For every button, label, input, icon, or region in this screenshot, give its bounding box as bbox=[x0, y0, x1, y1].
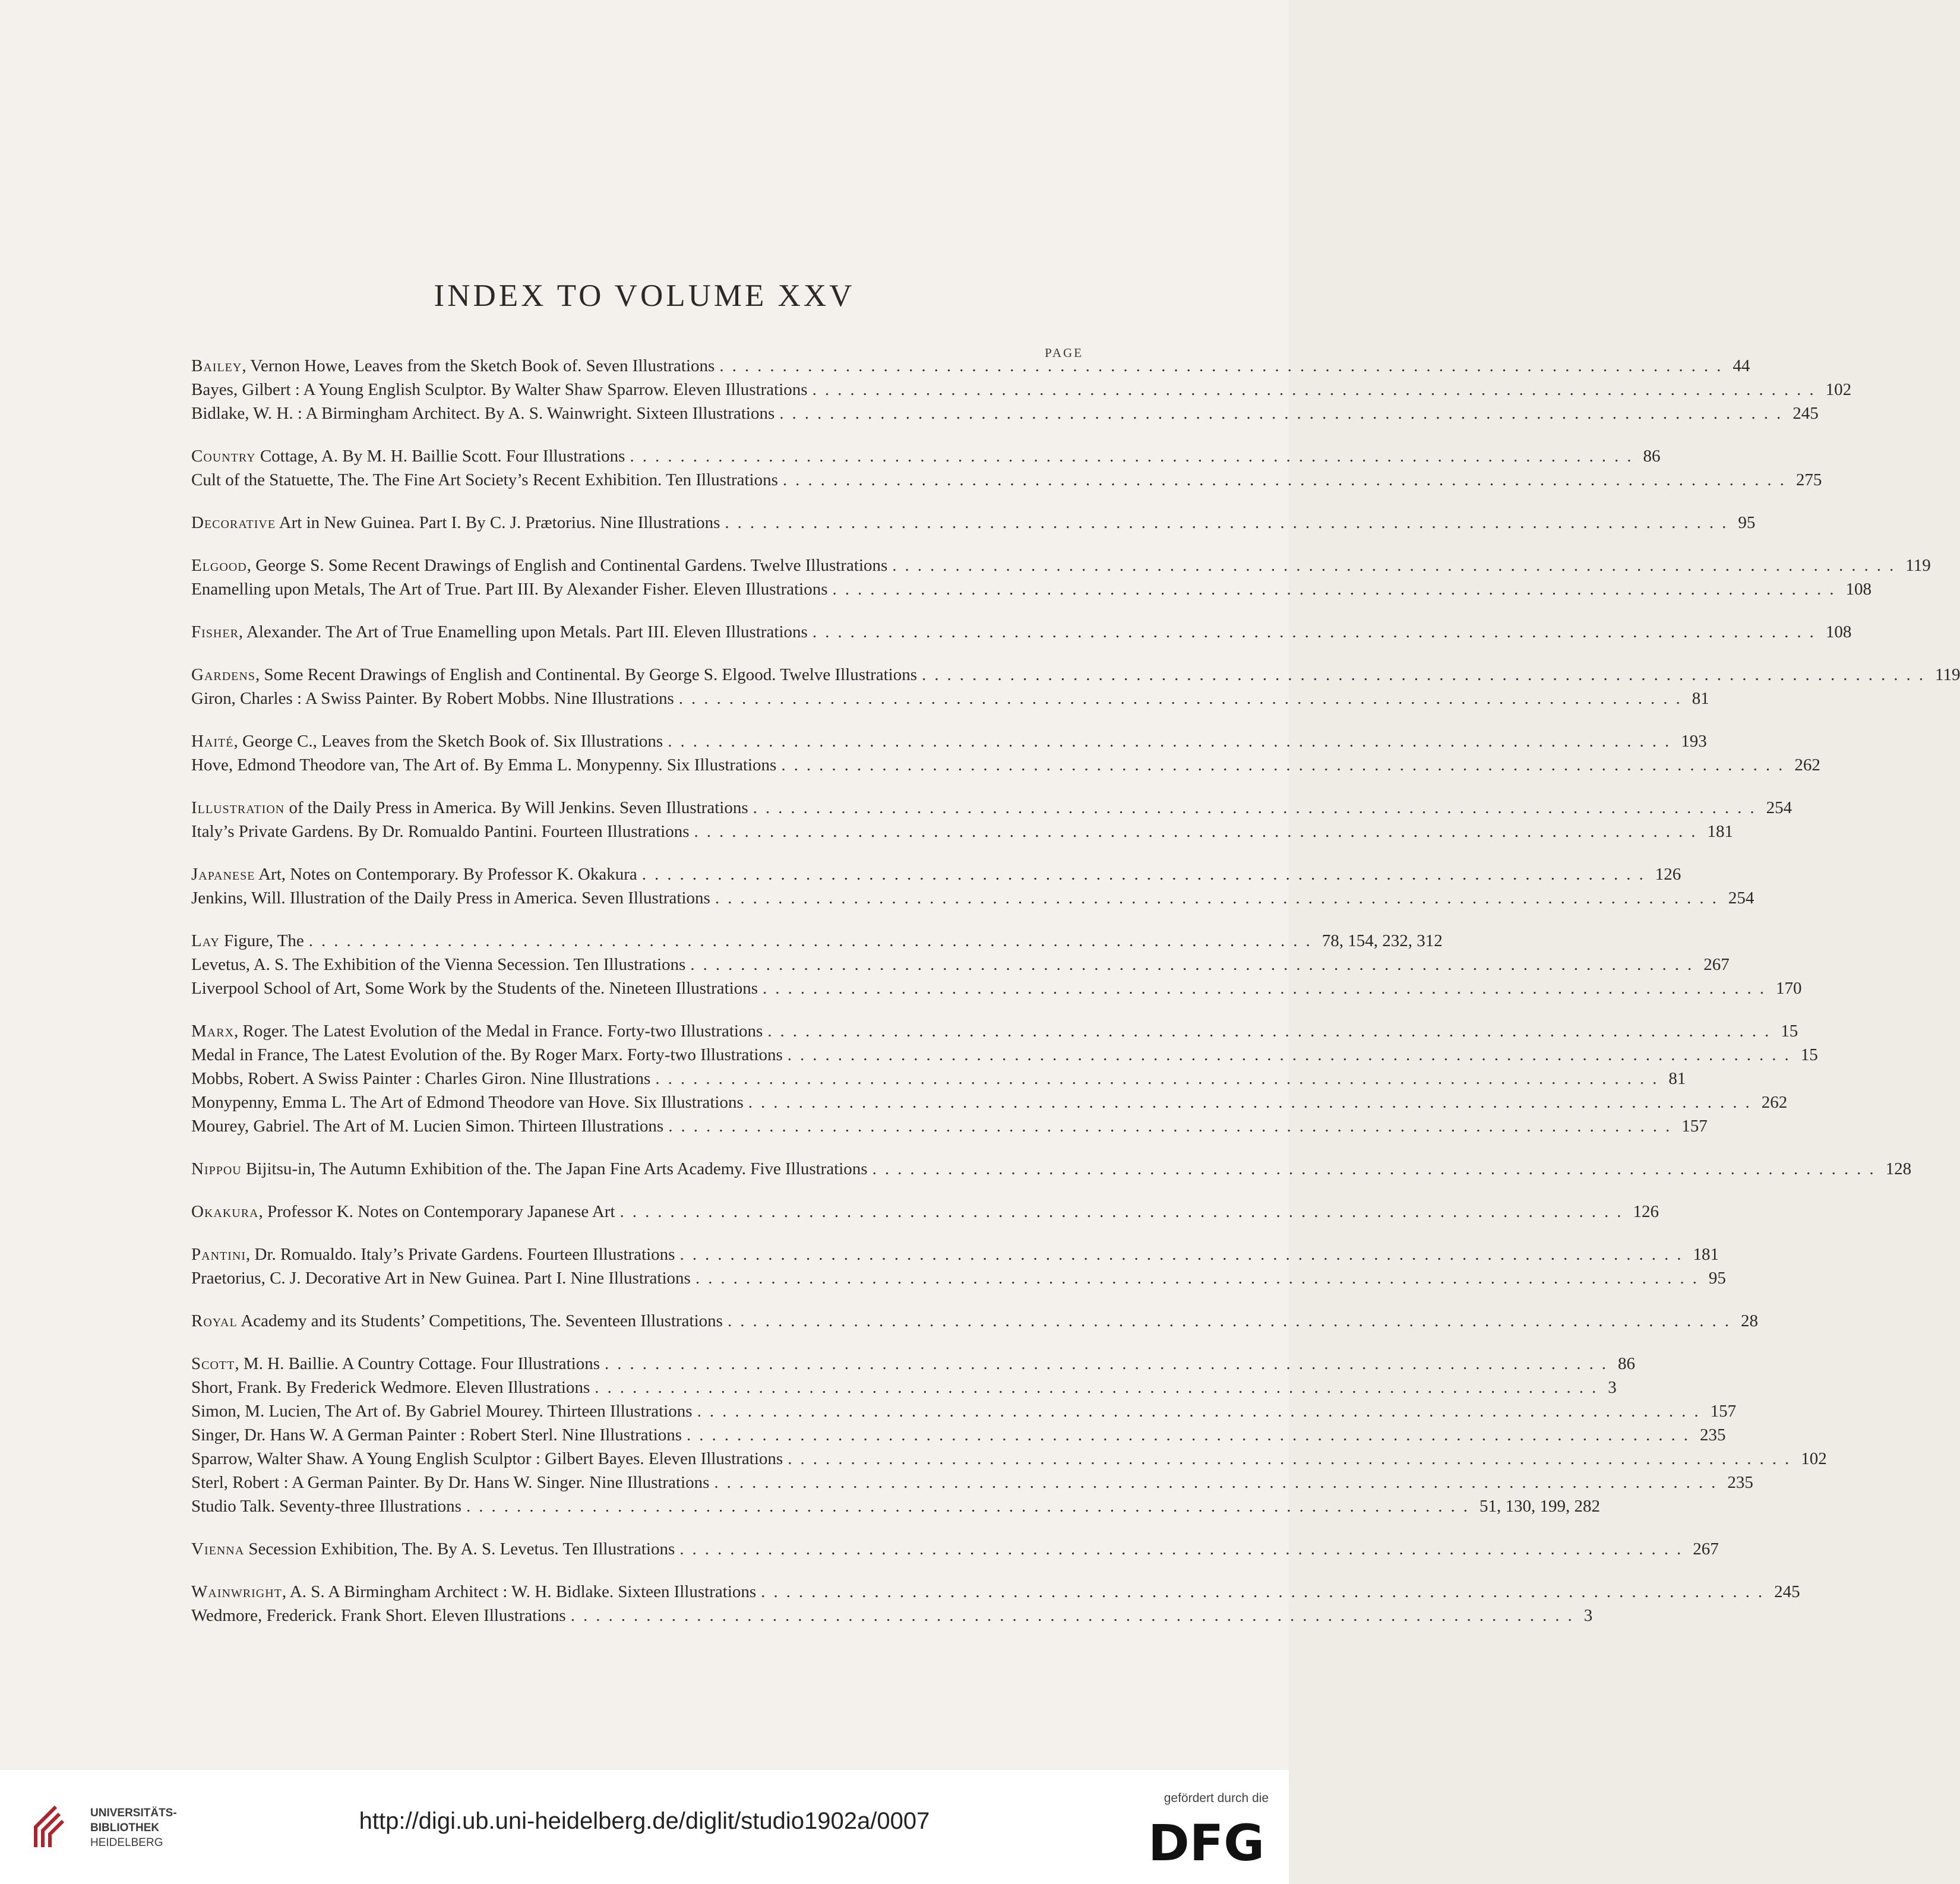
dot-leader: ................................................................................ bbox=[715, 889, 1725, 908]
dot-leader: ................................................................................ bbox=[727, 1311, 1737, 1330]
index-entry bbox=[191, 447, 1661, 470]
entry-page-number: 78, 154, 232, 312 bbox=[1322, 931, 1443, 950]
index-entry bbox=[191, 1606, 1593, 1630]
index-list bbox=[191, 356, 1960, 1649]
dot-leader: ................................................................................ bbox=[714, 1473, 1724, 1492]
entry-page-number: 15 bbox=[1800, 1045, 1818, 1064]
index-entry bbox=[191, 404, 1819, 428]
dot-leader: ................................................................................ bbox=[678, 689, 1689, 708]
entry-keyword: Country bbox=[191, 447, 256, 466]
entry-text: Art, Notes on Contemporary. By Professor K. Okakura bbox=[255, 865, 637, 884]
index-group bbox=[191, 622, 1852, 646]
entry-keyword: Bailey bbox=[191, 356, 242, 375]
entry-page-number: 181 bbox=[1707, 822, 1733, 841]
index-entry bbox=[191, 931, 1443, 955]
entry-text: , George S. Some Recent Drawings of English and Continental Gardens. Twelve Illustrations bbox=[246, 556, 888, 575]
entry-text: Hove, Edmond Theodore van, The Art of. By Emma L. Monypenny. Six Illustrations bbox=[191, 756, 777, 775]
entry-page-number: 86 bbox=[1643, 447, 1661, 466]
entry-text: Academy and its Students’ Competitions, The. Seventeen Illustrations bbox=[237, 1311, 723, 1330]
dot-leader: ................................................................................ bbox=[679, 1540, 1690, 1559]
viewer-footer bbox=[0, 1770, 1289, 1884]
dot-leader: ................................................................................ bbox=[782, 470, 1793, 489]
index-entry bbox=[191, 689, 1709, 713]
dot-leader: ................................................................................ bbox=[655, 1069, 1665, 1088]
index-group bbox=[191, 1202, 1659, 1226]
index-entry bbox=[191, 979, 1802, 1003]
index-group bbox=[191, 556, 1931, 603]
entry-page-number: 51, 130, 199, 282 bbox=[1479, 1497, 1600, 1516]
dot-leader: ................................................................................ bbox=[308, 931, 1319, 950]
entry-text: Bidlake, W. H. : A Birmingham Architect. By A. S. Wainwright. Sixteen Illustrations bbox=[191, 404, 775, 423]
index-group bbox=[191, 798, 1793, 846]
index-group bbox=[191, 931, 1802, 1003]
entry-text: Levetus, A. S. The Exhibition of the Vienna Secession. Ten Illustrations bbox=[191, 955, 686, 974]
entry-page-number: 95 bbox=[1708, 1269, 1726, 1288]
entry-page-number: 108 bbox=[1845, 580, 1872, 599]
index-group bbox=[191, 1245, 1726, 1292]
entry-text: Praetorius, C. J. Decorative Art in New Guinea. Part I. Nine Illustrations bbox=[191, 1269, 691, 1288]
page-title: INDEX TO VOLUME XXV bbox=[434, 279, 855, 313]
index-entry bbox=[191, 1540, 1719, 1563]
entry-text: Secession Exhibition, The. By A. S. Levetus. Ten Illustrations bbox=[244, 1540, 675, 1559]
entry-page-number: 235 bbox=[1727, 1473, 1753, 1492]
dot-leader: ................................................................................ bbox=[679, 1245, 1690, 1264]
entry-text: , Dr. Romualdo. Italy’s Private Gardens. Fourteen Illustrations bbox=[246, 1245, 675, 1264]
dot-leader: ................................................................................ bbox=[619, 1202, 1630, 1221]
entry-text: Mourey, Gabriel. The Art of M. Lucien Simon. Thirteen Illustrations bbox=[191, 1117, 664, 1136]
entry-page-number: 193 bbox=[1681, 732, 1707, 751]
entry-page-number: 254 bbox=[1728, 889, 1754, 908]
entry-page-number: 28 bbox=[1740, 1311, 1758, 1330]
entry-text: Mobbs, Robert. A Swiss Painter : Charles Giron. Nine Illustrations bbox=[191, 1069, 651, 1088]
entry-page-number: 119 bbox=[1905, 556, 1931, 575]
entry-keyword: Scott bbox=[191, 1354, 235, 1373]
entry-text: , Professor K. Notes on Contemporary Japanese Art bbox=[258, 1202, 615, 1221]
funding-note: gefördert durch die bbox=[1164, 1791, 1269, 1805]
entry-text: Wedmore, Frederick. Frank Short. Eleven Illustrations bbox=[191, 1606, 566, 1625]
entry-text: Short, Frank. By Frederick Wedmore. Eleven Illustrations bbox=[191, 1378, 590, 1397]
entry-page-number: 102 bbox=[1801, 1449, 1827, 1468]
index-group bbox=[191, 1311, 1758, 1335]
dot-leader: ................................................................................ bbox=[812, 380, 1822, 399]
dot-leader: ................................................................................ bbox=[725, 513, 1735, 532]
entry-page-number: 267 bbox=[1703, 955, 1730, 974]
index-entry bbox=[191, 356, 1750, 380]
entry-keyword: Okakura bbox=[191, 1202, 259, 1221]
entry-text: Giron, Charles : A Swiss Painter. By Robert Mobbs. Nine Illustrations bbox=[191, 689, 674, 708]
dot-leader: ................................................................................ bbox=[570, 1606, 1580, 1625]
dot-leader: ................................................................................ bbox=[466, 1497, 1476, 1516]
entry-text: Medal in France, The Latest Evolution of the. By Roger Marx. Forty-two Illustrations bbox=[191, 1045, 783, 1064]
entry-page-number: 81 bbox=[1668, 1069, 1686, 1088]
dot-leader: ................................................................................ bbox=[892, 556, 1902, 575]
entry-text: Bayes, Gilbert : A Young English Sculptor. By Walter Shaw Sparrow. Eleven Illustrations bbox=[191, 380, 808, 399]
index-entry bbox=[191, 380, 1852, 404]
entry-text: , A. S. A Birmingham Architect : W. H. Bidlake. Sixteen Illustrations bbox=[282, 1582, 757, 1601]
index-entry bbox=[191, 1497, 1600, 1521]
index-entry bbox=[191, 1117, 1708, 1140]
entry-page-number: 157 bbox=[1710, 1402, 1737, 1421]
entry-page-number: 81 bbox=[1692, 689, 1709, 708]
entry-page-number: 3 bbox=[1583, 1606, 1593, 1625]
index-entry bbox=[191, 1473, 1753, 1497]
entry-keyword: Nippou bbox=[191, 1159, 242, 1178]
dot-leader: ................................................................................ bbox=[763, 979, 1772, 998]
index-group bbox=[191, 1159, 1912, 1183]
index-entry bbox=[191, 865, 1681, 889]
index-entry bbox=[191, 1159, 1912, 1183]
index-entry bbox=[191, 1354, 1635, 1378]
entry-text: , Some Recent Drawings of English and Continental. By George S. Elgood. Twelve Illustrations bbox=[255, 665, 918, 684]
entry-keyword: Royal bbox=[191, 1311, 238, 1330]
entry-keyword: Wainwright bbox=[191, 1582, 282, 1601]
dot-leader: ................................................................................ bbox=[788, 1449, 1798, 1468]
entry-text: Jenkins, Will. Illustration of the Daily Press in America. Seven Illustrations bbox=[191, 889, 710, 908]
entry-text: Figure, The bbox=[219, 931, 304, 950]
dot-leader: ................................................................................ bbox=[694, 822, 1704, 841]
dot-leader: ................................................................................ bbox=[787, 1045, 1797, 1064]
entry-text: , M. H. Baillie. A Country Cottage. Four Illustrations bbox=[235, 1354, 600, 1373]
index-group bbox=[191, 356, 1852, 428]
index-group bbox=[191, 1354, 1827, 1521]
entry-text: Cult of the Statuette, The. The Fine Art Society’s Recent Exhibition. Ten Illustrations bbox=[191, 470, 778, 489]
entry-text: Sterl, Robert : A German Painter. By Dr. Hans W. Singer. Nine Illustrations bbox=[191, 1473, 710, 1492]
index-group bbox=[191, 1022, 1818, 1140]
index-entry bbox=[191, 732, 1707, 756]
index-entry bbox=[191, 822, 1733, 846]
entry-text: Italy’s Private Gardens. By Dr. Romualdo Pantini. Fourteen Illustrations bbox=[191, 822, 690, 841]
index-entry bbox=[191, 1093, 1788, 1117]
index-entry bbox=[191, 580, 1872, 603]
index-group bbox=[191, 1540, 1719, 1563]
dot-leader: ................................................................................ bbox=[832, 580, 1842, 599]
dfg-logo-text: DFG bbox=[1147, 1814, 1265, 1872]
index-entry bbox=[191, 556, 1931, 580]
entry-text: Simon, M. Lucien, The Art of. By Gabriel Mourey. Thirteen Illustrations bbox=[191, 1402, 693, 1421]
dot-leader: ................................................................................ bbox=[781, 756, 1791, 775]
entry-keyword: Decorative bbox=[191, 513, 276, 532]
entry-page-number: 119 bbox=[1935, 665, 1960, 684]
entry-keyword: Haité bbox=[191, 732, 234, 751]
entry-page-number: 157 bbox=[1681, 1117, 1708, 1136]
dot-leader: ................................................................................ bbox=[695, 1269, 1705, 1288]
index-entry bbox=[191, 889, 1754, 912]
index-entry bbox=[191, 1022, 1798, 1045]
entry-page-number: 102 bbox=[1825, 380, 1852, 399]
entry-page-number: 15 bbox=[1781, 1022, 1798, 1041]
index-group bbox=[191, 865, 1754, 912]
entry-text: Singer, Dr. Hans W. A German Painter : Robert Sterl. Nine Illustrations bbox=[191, 1425, 682, 1444]
entry-text: of the Daily Press in America. By Will Jenkins. Seven Illustrations bbox=[284, 798, 748, 817]
dot-leader: ................................................................................ bbox=[668, 732, 1678, 751]
dot-leader: ................................................................................ bbox=[922, 665, 1932, 684]
index-group bbox=[191, 1582, 1800, 1630]
dot-leader: ................................................................................ bbox=[872, 1159, 1882, 1178]
entry-keyword: Japanese bbox=[191, 865, 255, 884]
entry-page-number: 245 bbox=[1793, 404, 1819, 423]
entry-page-number: 245 bbox=[1774, 1582, 1800, 1601]
dot-leader: ................................................................................ bbox=[761, 1582, 1771, 1601]
entry-page-number: 126 bbox=[1633, 1202, 1659, 1221]
entry-text: Liverpool School of Art, Some Work by the Students of the. Nineteen Illustrations bbox=[191, 979, 758, 998]
index-entry bbox=[191, 955, 1730, 979]
entry-text: Cottage, A. By M. H. Baillie Scott. Four Illustrations bbox=[255, 447, 625, 466]
entry-keyword: Lay bbox=[191, 931, 220, 950]
dot-leader: ................................................................................ bbox=[779, 404, 1790, 423]
entry-page-number: 254 bbox=[1766, 798, 1793, 817]
index-entry bbox=[191, 1311, 1758, 1335]
dot-leader: ................................................................................ bbox=[690, 955, 1700, 974]
entry-text: Enamelling upon Metals, The Art of True. Part III. By Alexander Fisher. Eleven Illustrations bbox=[191, 580, 828, 599]
entry-keyword: Illustration bbox=[191, 798, 285, 817]
entry-page-number: 128 bbox=[1885, 1159, 1912, 1178]
entry-text: Monypenny, Emma L. The Art of Edmond Theodore van Hove. Six Illustrations bbox=[191, 1093, 744, 1112]
entry-page-number: 170 bbox=[1776, 979, 1802, 998]
dot-leader: ................................................................................ bbox=[595, 1378, 1605, 1397]
entry-keyword: Marx bbox=[191, 1022, 235, 1041]
dot-leader: ................................................................................ bbox=[641, 865, 1652, 884]
index-entry bbox=[191, 622, 1852, 646]
dot-leader: ................................................................................ bbox=[812, 622, 1822, 641]
entry-page-number: 3 bbox=[1608, 1378, 1617, 1397]
entry-text: , Vernon Howe, Leaves from the Sketch Book of. Seven Illustrations bbox=[242, 356, 715, 375]
index-entry bbox=[191, 756, 1820, 779]
entry-page-number: 126 bbox=[1655, 865, 1681, 884]
university-library-name: UNIVERSITÄTS- BIBLIOTHEK HEIDELBERG bbox=[90, 1807, 177, 1849]
index-entry bbox=[191, 1582, 1800, 1606]
entry-keyword: Pantini bbox=[191, 1245, 246, 1264]
entry-page-number: 86 bbox=[1617, 1354, 1635, 1373]
dfg-logo bbox=[1144, 1814, 1269, 1872]
index-entry bbox=[191, 1245, 1719, 1269]
entry-keyword: Elgood bbox=[191, 556, 247, 575]
entry-text: , Alexander. The Art of True Enamelling upon Metals. Part III. Eleven Illustrations bbox=[238, 622, 808, 641]
index-entry bbox=[191, 1045, 1818, 1069]
dot-leader: ................................................................................ bbox=[630, 447, 1640, 466]
page-column-heading: PAGE bbox=[1045, 346, 1083, 360]
entry-text: Sparrow, Walter Shaw. A Young English Sculptor : Gilbert Bayes. Eleven Illustrations bbox=[191, 1449, 783, 1468]
entry-text: , George C., Leaves from the Sketch Book of. Six Illustrations bbox=[233, 732, 663, 751]
entry-page-number: 95 bbox=[1738, 513, 1756, 532]
entry-text: Art in New Guinea. Part I. By C. J. Prætorius. Nine Illustrations bbox=[276, 513, 720, 532]
index-entry bbox=[191, 798, 1793, 822]
entry-keyword: Fisher bbox=[191, 622, 239, 641]
entry-page-number: 44 bbox=[1733, 356, 1750, 375]
entry-page-number: 262 bbox=[1761, 1093, 1788, 1112]
dot-leader: ................................................................................ bbox=[668, 1117, 1678, 1136]
index-entry bbox=[191, 1378, 1617, 1402]
index-group bbox=[191, 447, 1822, 494]
index-group bbox=[191, 513, 1756, 537]
entry-keyword: Gardens bbox=[191, 665, 255, 684]
dot-leader: ................................................................................ bbox=[753, 798, 1763, 817]
entry-page-number: 235 bbox=[1700, 1425, 1726, 1444]
entry-page-number: 181 bbox=[1693, 1245, 1719, 1264]
entry-page-number: 262 bbox=[1794, 756, 1820, 775]
entry-keyword: Vienna bbox=[191, 1540, 245, 1559]
index-entry bbox=[191, 1449, 1827, 1473]
index-entry bbox=[191, 1425, 1726, 1449]
entry-text: Studio Talk. Seventy-three Illustrations bbox=[191, 1497, 461, 1516]
dot-leader: ................................................................................ bbox=[719, 356, 1730, 375]
entry-text: Bijitsu-in, The Autumn Exhibition of the. The Japan Fine Arts Academy. Five Illustrations bbox=[241, 1159, 868, 1178]
index-entry bbox=[191, 665, 1960, 689]
index-entry bbox=[191, 1402, 1737, 1425]
entry-page-number: 267 bbox=[1693, 1540, 1719, 1559]
index-entry bbox=[191, 470, 1822, 494]
index-entry bbox=[191, 513, 1756, 537]
entry-page-number: 275 bbox=[1795, 470, 1822, 489]
index-entry bbox=[191, 1069, 1686, 1093]
entry-text: , Roger. The Latest Evolution of the Medal in France. Forty-two Illustrations bbox=[234, 1022, 763, 1041]
dot-leader: ................................................................................ bbox=[604, 1354, 1614, 1373]
entry-page-number: 108 bbox=[1825, 622, 1852, 641]
dot-leader: ................................................................................ bbox=[767, 1022, 1778, 1041]
index-group bbox=[191, 732, 1820, 779]
index-entry bbox=[191, 1269, 1726, 1292]
permalink-url[interactable]: http://digi.ub.uni-heidelberg.de/diglit/studio1902a/0007 bbox=[359, 1808, 930, 1834]
dot-leader: ................................................................................ bbox=[748, 1093, 1758, 1112]
index-entry bbox=[191, 1202, 1659, 1226]
dot-leader: ................................................................................ bbox=[687, 1425, 1697, 1444]
index-group bbox=[191, 665, 1960, 713]
dot-leader: ................................................................................ bbox=[697, 1402, 1707, 1421]
